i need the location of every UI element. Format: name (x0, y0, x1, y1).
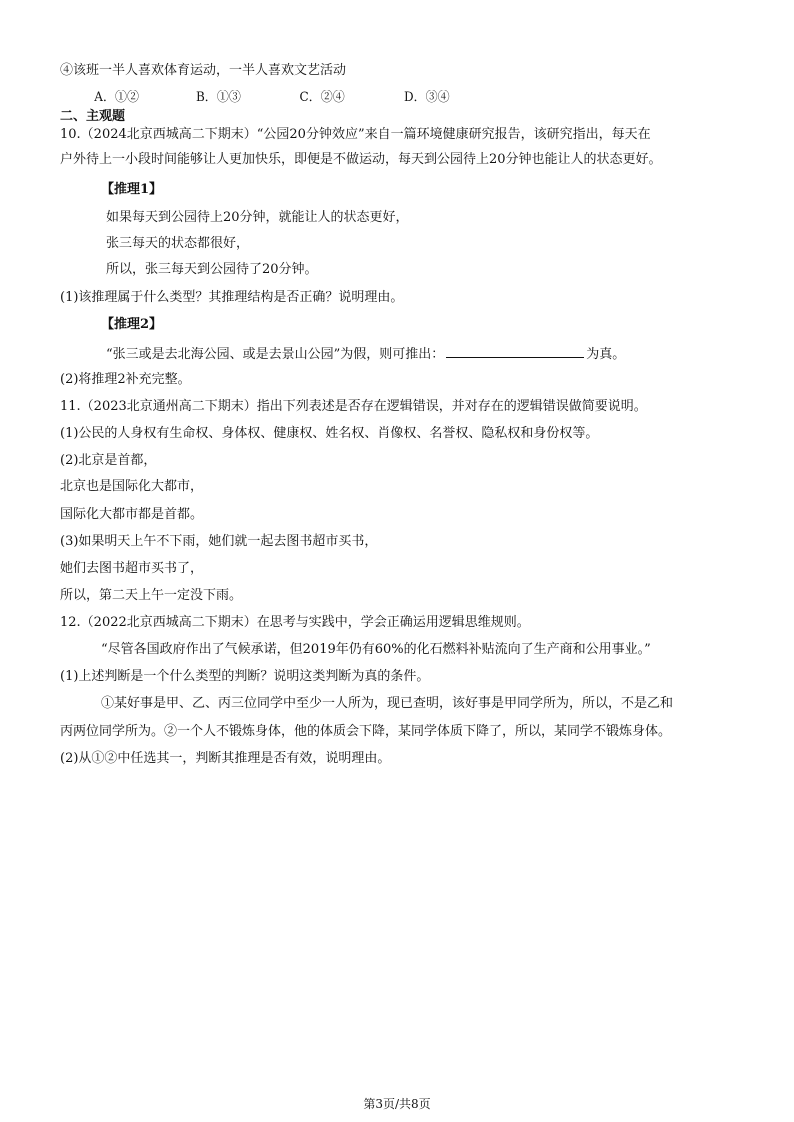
q10-text-line2: 户外待上一小段时间能够让人更加快乐，即便是不做运动，每天到公园待上20分钟也能让人的状态更好。 (60, 152, 662, 167)
section-heading: 二、主观题 (60, 109, 126, 124)
answer-blank[interactable] (446, 345, 584, 358)
q11-line: 所以，第二天上午一定没下雨。 (60, 588, 243, 603)
q11-line: (3)如果明天上午不下雨，她们就一起去图书超市买书， (60, 534, 378, 549)
q9-option-d: D．③④ (403, 90, 450, 105)
q11-line: 她们去图书超市买书了， (60, 561, 204, 576)
q10-sub2: (2)将推理2补充完整。 (60, 372, 191, 387)
q9-item4: ④该班一半人喜欢体育运动，一半人喜欢文艺活动 (60, 63, 347, 78)
q12-paragraph-line1: ①某好事是甲、乙、丙三位同学中至少一人所为，现已查明，该好事是甲同学所为，所以，不是乙和 (101, 696, 674, 711)
q11-line: 国际化大都市都是首都。 (60, 507, 204, 522)
q10-text-line1: 10.（2024北京西城高二下期末）“公园20分钟效应”来自一篇环境健康研究报告，该研究指出，每天在 (60, 127, 651, 142)
q10-reasoning2-prefix: “张三或是去北海公园、或是去景山公园”为假，则可推出： (106, 347, 445, 362)
q10-reasoning1-title: 【推理1】 (101, 182, 163, 197)
q9-option-c: C．②④ (299, 90, 345, 105)
q10-reasoning1-line: 张三每天的状态都很好， (106, 236, 250, 251)
q10-sub1: (1)该推理属于什么类型？其推理结构是否正确？说明理由。 (60, 290, 404, 305)
q9-options (0, 91, 734, 105)
q9-option-a: A．①② (94, 90, 140, 105)
q12-sub2: (2)从①②中任选其一，判断其推理是否有效，说明理由。 (60, 751, 391, 766)
q10-reasoning1-line: 所以，张三每天到公园待了20分钟。 (106, 262, 318, 277)
q11-line: (2)北京是首都， (60, 453, 157, 468)
q12-text-line1: 12.（2022北京西城高二下期末）在思考与实践中，学会正确运用逻辑思维规则。 (60, 615, 530, 630)
q12-sub1: (1)上述判断是一个什么类型的判断？说明这类判断为真的条件。 (60, 669, 430, 684)
q12-paragraph-line2: 丙两位同学所为。②一个人不锻炼身体，他的体质会下降，某同学体质下降了，所以，某同学不锻炼身体。 (60, 724, 672, 739)
q9-option-b: B．①③ (195, 90, 241, 105)
q11-line: 北京也是国际化大都市， (60, 479, 204, 494)
page-number: 第3页/共8页 (363, 1097, 431, 1111)
q10-reasoning2-suffix: 为真。 (586, 347, 626, 362)
q11-text-line1: 11.（2023北京通州高二下期末）指出下列表述是否存在逻辑错误，并对存在的逻辑错误做简要说明。 (60, 399, 647, 414)
q10-reasoning2-title: 【推理2】 (101, 317, 163, 332)
q10-reasoning1-line: 如果每天到公园待上20分钟，就能让人的状态更好， (106, 210, 409, 225)
q10-reasoning2-line (106, 345, 625, 361)
q12-quote: “尽管各国政府作出了气候承诺，但2019年仍有60%的化石燃料补贴流向了生产商和公用事业。” (101, 642, 651, 657)
q11-line: (1)公民的人身权有生命权、身体权、健康权、姓名权、肖像权、名誉权、隐私权和身份权等。 (60, 426, 599, 441)
